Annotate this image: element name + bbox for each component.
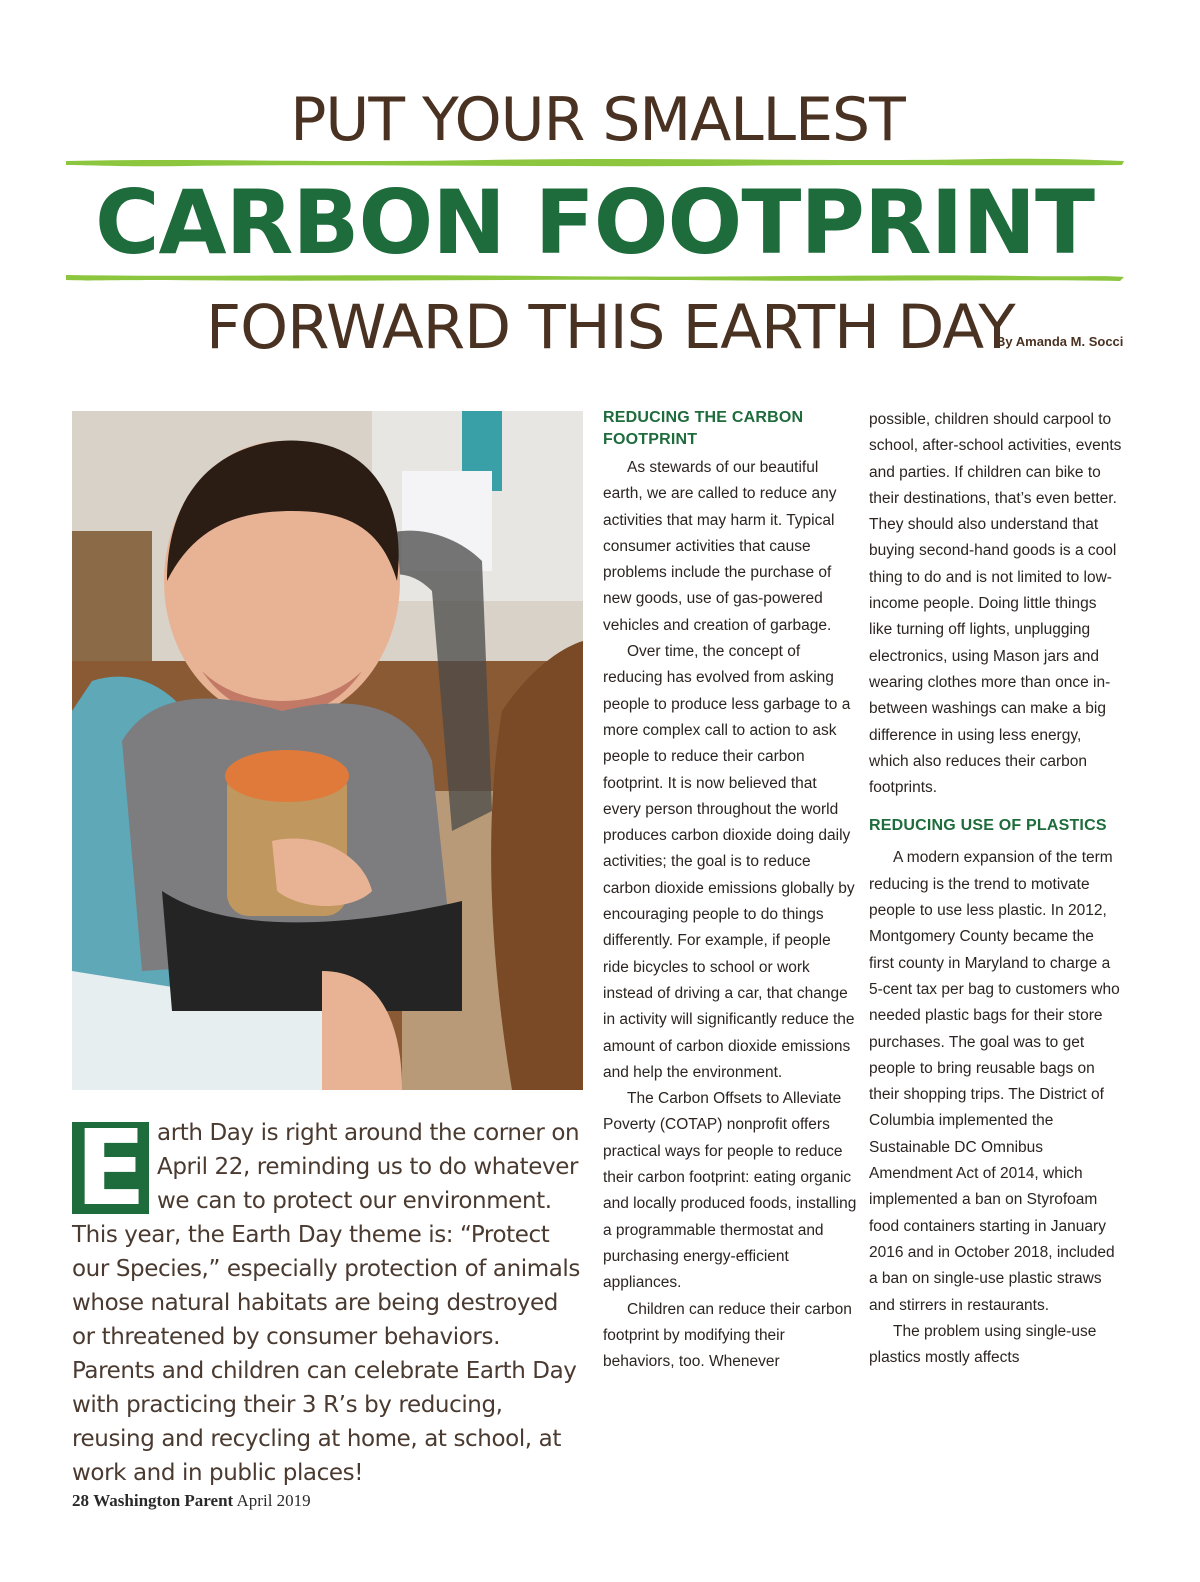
intro-paragraph — [72, 1107, 584, 1490]
byline: By Amanda M. Socci — [996, 334, 1124, 349]
page-number: 28 — [72, 1491, 89, 1510]
article-photo — [72, 411, 583, 1090]
title-line-1: PUT YOUR SMALLEST — [290, 85, 905, 155]
column3-paragraph-3: The problem using single-use plastics mostly affects — [869, 1322, 1097, 1367]
column2-paragraph-1: As stewards of our beautiful earth, we are called to reduce any activities that may harm it. Typical consumer activities that cause problems include the purchase of new goods, use of gas-powered vehicles and creation of garbage. — [603, 459, 837, 634]
section-heading-reducing-plastics: REDUCING USE OF PLASTICS — [869, 817, 1107, 835]
article-column-2 — [603, 407, 857, 1375]
title-line-2: CARBON FOOTPRINT — [94, 171, 1095, 274]
dropcap-letter: E — [72, 1122, 149, 1214]
issue-date: April 2019 — [236, 1491, 311, 1510]
green-brush-stroke-top — [66, 156, 1124, 168]
intro-text: arth Day is right around the corner on April 22, reminding us to do whatever we can to protect our environment. This year, the Earth Day theme is: “Protect our Species,” especially protection of animals whose natural habitats are being destroyed or threatened by consumer behaviors. Parents and children can celebrate Earth Day with practicing their 3 R’s by reducing, reusing and recycling at home, at school, at work and in public places! — [72, 1120, 581, 1486]
article-column-3 — [869, 407, 1123, 1371]
green-brush-stroke-bottom — [66, 271, 1124, 283]
publication-name: Washington Parent — [93, 1491, 234, 1510]
section-heading-reducing-carbon-footprint: REDUCING THE CARBON FOOTPRINT — [603, 409, 804, 448]
column2-paragraph-2: Over time, the concept of reducing has evolved from asking people to produce less garbage to a more complex call to action to ask people to reduce their carbon footprint. It is now believed that every person throughout the world produces carbon dioxide doing daily activities; the goal is to reduce carbon dioxide emissions globally by encouraging people to do things differently. For example, if people ride bicycles to school or work instead of driving a car, that change in activity will significantly reduce the amount of carbon dioxide emissions and help the environment. — [603, 643, 855, 1081]
title-line-3: FORWARD THIS EARTH DAY — [206, 292, 1015, 363]
column2-paragraph-4: Children can reduce their carbon footprint by modifying their behaviors, too. Whenever — [603, 1300, 852, 1371]
column3-paragraph-2: A modern expansion of the term reducing is the trend to motivate people to use less plastic. In 2012, Montgomery County became the first county in Maryland to charge a 5-cent tax per bag to customers who needed plastic bags for their store purchases. The goal was to get people to bring reusable bags on their shopping trips. The District of Columbia implemented the Sustainable DC Omnibus Amendment Act of 2014, which implemented a ban on Styrofoam food containers starting in January 2016 and in October 2018, included a ban on single-use plastic straws and stirrers in restaurants. — [869, 849, 1120, 1314]
column3-paragraph-1: possible, children should carpool to school, after-school activities, events and parties. If children can bike to their destinations, that’s even better. They should also understand that buying second-hand goods is a cool thing to do and is not limited to low-income people. Doing little things like turning off lights, unplugging electronics, using Mason jars and wearing clothes more than once in-between washings can make a big difference in using less energy, which also reduces their carbon footprints. — [869, 411, 1122, 797]
page-footer — [72, 1491, 311, 1511]
column2-paragraph-3: The Carbon Offsets to Alleviate Poverty (COTAP) nonprofit offers practical ways for people to reduce their carbon footprint: eating organic and locally produced foods, installing a programmable thermostat and purchasing energy-efficient appliances. — [603, 1090, 857, 1292]
